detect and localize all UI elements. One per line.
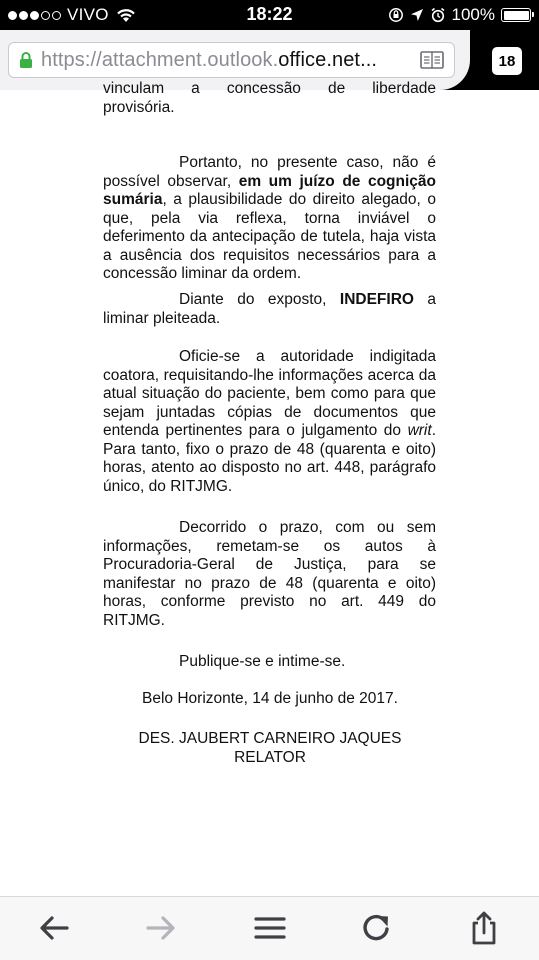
p2-text-b: , a plausibilidade do direito alegado, o que, pela via reflexa, torna inviável o deferimento da antecipação de tutela, haja vista a ausência dos requisitos necessários para a concessão liminar da ordem.	[103, 191, 436, 282]
date-line	[100, 690, 440, 709]
carrier-name: VIVO	[67, 5, 109, 24]
status-bar	[0, 0, 539, 30]
clipped-line	[103, 80, 436, 99]
paragraph-2	[103, 154, 436, 284]
date-line-text: Belo Horizonte, 14 de junho de 2017.	[142, 690, 398, 707]
lock-icon	[19, 51, 33, 69]
p4-text-a: Oficie-se a autoridade indigitada coatora, requisitando-lhe informações acerca da atual situação do paciente, bem como para que sejam juntadas cópias de documentos que entenda pertinentes para o julgamento do	[103, 348, 436, 439]
reader-mode-icon[interactable]	[420, 51, 444, 69]
signature-role: RELATOR	[234, 748, 306, 766]
url-text[interactable]	[41, 49, 401, 72]
forward-button[interactable]	[143, 911, 179, 945]
menu-button[interactable]	[252, 911, 288, 945]
paragraph-1-tail-text: provisória.	[103, 99, 175, 116]
rotation-lock-icon	[388, 7, 404, 23]
p4-italic: writ	[407, 422, 432, 439]
p3-bold: INDEFIRO	[339, 291, 414, 308]
battery-percent: 100%	[451, 5, 495, 24]
document-view[interactable]	[0, 80, 539, 896]
paragraph-1-tail	[103, 99, 436, 118]
address-bar[interactable]	[8, 42, 455, 78]
p6-text: Publique-se e intime-se.	[179, 653, 346, 670]
p3-text-b: a liminar pleiteada.	[103, 291, 436, 327]
reload-button[interactable]	[359, 911, 395, 945]
clock: 18:22	[246, 4, 293, 24]
p5-text: Decorrido o prazo, com ou sem informações, remetam-se os autos à Procuradoria-Geral de Justiça, para se manifestar no prazo de 48 (quarenta e oito) horas, conforme previsto no art. 449 do RITJMG.	[103, 519, 436, 629]
status-right	[388, 5, 531, 25]
tab-count-button[interactable]: 18	[492, 47, 522, 75]
p4-text-b: . Para tanto, fixo o prazo de 48 (quarenta e oito) horas, atento ao disposto no art. 448, parágrafo único, do RITJMG.	[103, 422, 436, 495]
share-icon	[469, 910, 499, 946]
p2-text-a: Portanto, no presente caso, não é possível observar,	[103, 154, 436, 190]
paragraph-4	[103, 348, 436, 496]
signature-block	[100, 730, 440, 767]
url-prefix: https://attachment.outlook.	[41, 48, 279, 71]
reload-icon	[361, 913, 393, 943]
location-arrow-icon	[410, 8, 424, 22]
url-suffix: ...	[360, 48, 378, 71]
share-button[interactable]	[466, 911, 502, 945]
battery-icon	[501, 8, 531, 22]
menu-icon	[254, 915, 286, 941]
signature-name: DES. JAUBERT CARNEIRO JAQUES	[138, 730, 402, 747]
back-arrow-icon	[38, 914, 70, 942]
alarm-icon	[430, 7, 446, 23]
paragraph-3	[103, 291, 436, 328]
paragraph-6	[103, 653, 436, 672]
back-button[interactable]	[36, 911, 72, 945]
url-domain: office.net	[278, 48, 361, 71]
p2-bold: em um juízo de cognição sumária	[103, 172, 436, 208]
clipped-line-text: vinculam a concessão de liberdade	[103, 80, 436, 97]
p3-text-a: Diante do exposto,	[179, 291, 340, 308]
forward-arrow-icon	[145, 914, 177, 942]
battery-level-fill	[504, 11, 529, 20]
paragraph-5	[103, 519, 436, 630]
bottom-toolbar	[0, 896, 539, 960]
